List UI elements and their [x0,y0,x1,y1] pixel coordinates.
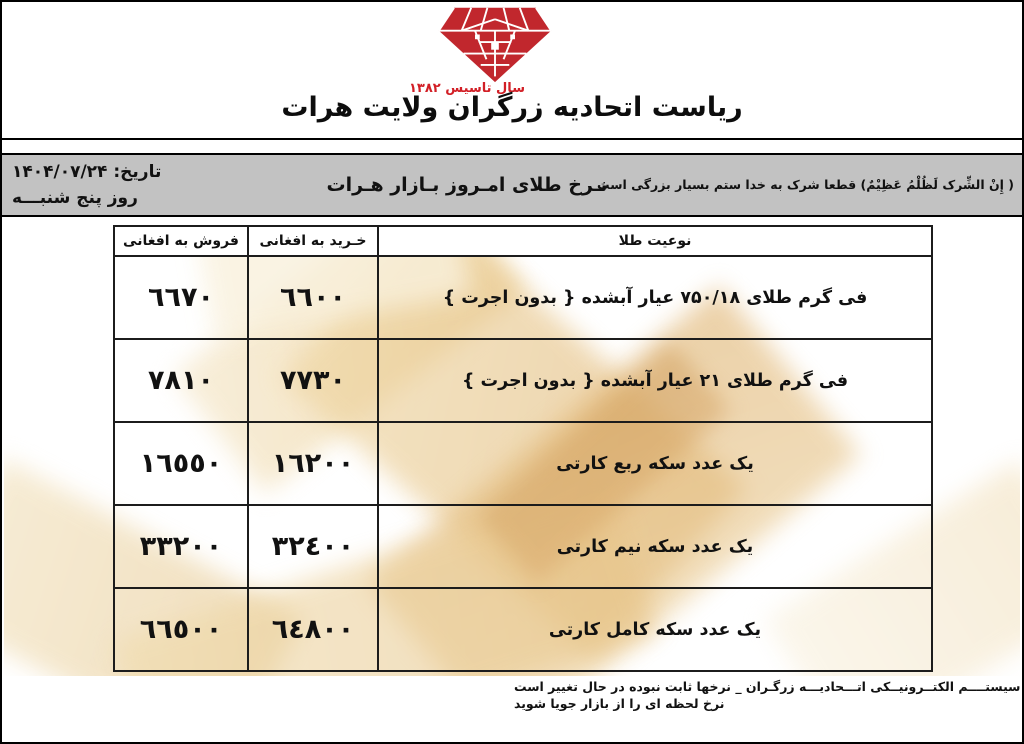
buy-price-cell: ٦٤٨٠٠ [248,588,378,671]
table-row [114,588,932,671]
quran-verse-text: ( إِنْ الشِّرک لَظُلْمُ عَظِیْمٌ) قطعا شرک به خدا ستم بسیار بزرگی است [596,177,1014,192]
notice-title: نـرخ طلای امـروز بـازار هـرات [326,174,608,196]
footer-line-1: سیستــــم الکتــرونیــکی اتـــحادیـــه زرگـران _ نرخها ثابت نبوده در حال تغییر است [514,679,1021,694]
header-divider-line [2,138,1022,140]
gold-type-cell: یک عدد سکه کامل کارتی [378,588,932,671]
buy-price-cell: ٦٦٠٠ [248,256,378,339]
footer-note [514,678,1020,712]
buy-price-cell: ١٦٢٠٠ [248,422,378,505]
buy-price-cell: ٧٧٣٠ [248,339,378,422]
column-header-sell-afn: فروش به افغانی [114,226,248,256]
column-header-gold-type: نوعیت طلا [378,226,932,256]
gold-type-cell: یک عدد سکه ربع کارتی [378,422,932,505]
sell-price-cell: ٦٦٥٠٠ [114,588,248,671]
sell-price-cell: ١٦٥٥٠ [114,422,248,505]
gold-rates-table [113,225,933,672]
date-text: تاریخ: ۱۴۰۴/۰۷/۲۴ [12,162,162,182]
table-row [114,339,932,422]
founding-year-text: سال تاسیس ۱۳۸۲ [409,81,525,96]
weekday-text: روز پنج شنبـــه [12,188,138,208]
union-diamond-logo-icon [430,4,560,84]
info-band [2,153,1022,217]
table-row [114,505,932,588]
table-header-row [114,226,932,256]
gold-type-cell: فی گرم طلای ۲۱ عیار آبشده { بدون اجرت } [378,339,932,422]
gold-type-cell: یک عدد سکه نیم کارتی [378,505,932,588]
date-and-day [12,159,161,211]
buy-price-cell: ٣٢٤٠٠ [248,505,378,588]
table-row [114,256,932,339]
sell-price-cell: ٧٨١٠ [114,339,248,422]
sell-price-cell: ٣٣٢٠٠ [114,505,248,588]
column-header-buy-afn: خـرید به افغانی [248,226,378,256]
footer-line-2: نرخ لحظه ای را از بازار جویا شوید [514,696,725,711]
sell-price-cell: ٦٦٧٠ [114,256,248,339]
table-row [114,422,932,505]
gold-type-cell: فی گرم طلای ۷۵۰/۱۸ عیار آبشده { بدون اجرت } [378,256,932,339]
organization-title: ریاست اتحادیه زرگران ولایت هرات [281,92,743,123]
